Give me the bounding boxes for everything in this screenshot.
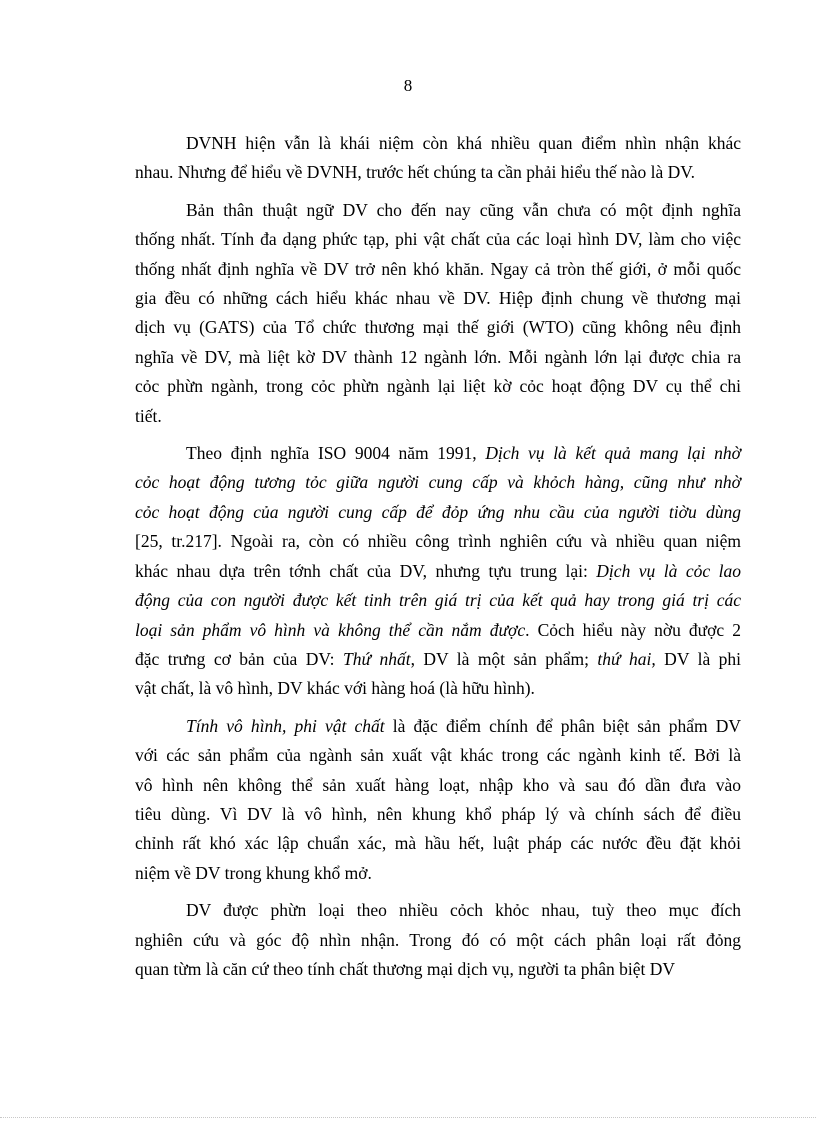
text-line [135, 527, 741, 556]
text-line [135, 313, 741, 342]
paragraph-spacer [135, 704, 741, 712]
text-line [135, 955, 741, 984]
text-line [135, 645, 741, 674]
text-run: thống nhất định nghĩa về DV trở nên khó khăn. Ngay cả tròn thế giới, ở mỗi quốc [135, 258, 741, 279]
text-line [135, 129, 741, 158]
italic-text: Dịch vụ là kết quả mang lại nhờ [485, 443, 741, 464]
text-run: , DV là một sản phẩm; [410, 648, 598, 669]
text-run: nghĩa về DV, mà liệt kờ DV thành 12 ngành lớn. Mỗi ngành lớn lại được chia ra [135, 346, 741, 367]
text-line [135, 741, 741, 770]
paragraph-spacer [135, 188, 741, 196]
text-run: vô hình nên không thể sản xuất hàng loạt, nhập kho và sau đó dần đưa vào [135, 774, 741, 795]
text-run: gia đều có những cách hiểu khác nhau về DV. Hiệp định chung về thương mại [135, 288, 741, 309]
text-line [135, 859, 741, 888]
text-line [135, 712, 741, 741]
text-line [135, 439, 741, 468]
text-line [135, 674, 741, 703]
page-bottom-divider [0, 1117, 816, 1118]
paragraph [135, 712, 741, 888]
italic-text: cỏc hoạt động tương tỏc giữa người cung cấp và khỏch hàng, cũng như nhờ [135, 472, 741, 493]
text-run: Theo định nghĩa ISO 9004 năm 1991, [186, 443, 486, 464]
text-run: quan từm là căn cứ theo tính chất thương mại dịch vụ, người ta phân biệt DV [135, 958, 676, 979]
paragraph [135, 196, 741, 431]
text-run: tiêu dùng. Vì DV là vô hình, nên khung khổ pháp lý và chính sách để điều [135, 803, 741, 824]
text-line [135, 926, 741, 955]
text-line [135, 616, 741, 645]
paragraph [135, 896, 741, 984]
text-run: với các sản phẩm của ngành sản xuất vật khác trong các ngành kinh tế. Bởi là [135, 745, 741, 766]
text-line [135, 372, 741, 401]
text-run: đặc trưng cơ bản của DV: [135, 648, 343, 669]
text-run: . Cỏch hiểu này nờu được 2 [525, 619, 741, 640]
text-run: DV được phừn loại theo nhiều cỏch khỏc nhau, tuỳ theo mục đích [186, 900, 741, 921]
text-run: DVNH hiện vẫn là khái niệm còn khá nhiều quan điểm nhìn nhận khác [186, 133, 741, 153]
text-line [135, 896, 741, 925]
text-line [135, 255, 741, 284]
text-line [135, 498, 741, 527]
paragraph [135, 129, 741, 188]
text-run: thống nhất. Tính đa dạng phức tạp, phi vật chất của các loại hình DV, làm cho việc [135, 229, 741, 250]
text-line [135, 468, 741, 497]
text-line [135, 557, 741, 586]
text-run: cỏc phừn ngành, trong cỏc phừn ngành lại liệt kờ cỏc hoạt động DV cụ thể chi [135, 376, 741, 397]
paragraph [135, 439, 741, 704]
italic-text: Dịch vụ là cỏc lao [596, 560, 741, 581]
text-run: nhau. Nhưng để hiểu về DVNH, trước hết chúng ta cần phải hiểu thế nào là DV. [135, 162, 696, 183]
italic-text: Thứ nhất [342, 648, 411, 669]
text-run: khác nhau dựa trên tớnh chất của DV, nhưng tựu trung lại: [135, 560, 597, 581]
text-line [135, 800, 741, 829]
italic-text: thứ hai, [597, 648, 656, 669]
text-line [135, 402, 741, 431]
text-run: là đặc điểm chính để phân biệt sản phẩm DV [384, 715, 741, 736]
text-run: niệm về DV trong khung khổ mở. [135, 862, 372, 883]
paragraph-spacer [135, 888, 741, 896]
text-line [135, 196, 741, 225]
text-run: [25, tr.217]. Ngoài ra, còn có nhiều công trình nghiên cứu và nhiều quan niệm [135, 531, 741, 552]
text-line [135, 771, 741, 800]
text-run: DV là phi [655, 648, 742, 669]
text-line [135, 343, 741, 372]
italic-text: loại sản phẩm vô hình và không thể cần nắm được [135, 619, 526, 640]
text-line [135, 158, 741, 187]
text-run: vật chất, là vô hình, DV khác với hàng hoá (là hữu hình). [135, 678, 535, 699]
text-run: dịch vụ (GATS) của Tổ chức thương mại thế giới (WTO) cũng không nêu định [135, 317, 741, 338]
text-line [135, 829, 741, 858]
text-run: nghiên cứu và góc độ nhìn nhận. Trong đó có một cách phân loại rất đỏng [135, 929, 741, 950]
text-run: Bản thân thuật ngữ DV cho đến nay cũng vẫn chưa có một định nghĩa [186, 199, 741, 220]
italic-text: cỏc hoạt động của người cung cấp để đỏp ứng nhu cầu của người tiờu dùng [135, 501, 741, 522]
text-line [135, 284, 741, 313]
text-run: chỉnh rất khó xác lập chuẩn xác, mà hầu hết, luật pháp các nước đều đặt khỏi [135, 833, 741, 854]
paragraph-spacer [135, 431, 741, 439]
document-body [135, 129, 741, 984]
page-number: 8 [403, 76, 413, 95]
italic-text: Tính vô hình, phi vật chất [186, 715, 385, 736]
text-line [135, 225, 741, 254]
text-line [135, 586, 741, 615]
italic-text: động của con người được kết tinh trên giá trị của kết quả hay trong giá trị các [135, 590, 741, 611]
text-run: tiết. [135, 405, 162, 426]
